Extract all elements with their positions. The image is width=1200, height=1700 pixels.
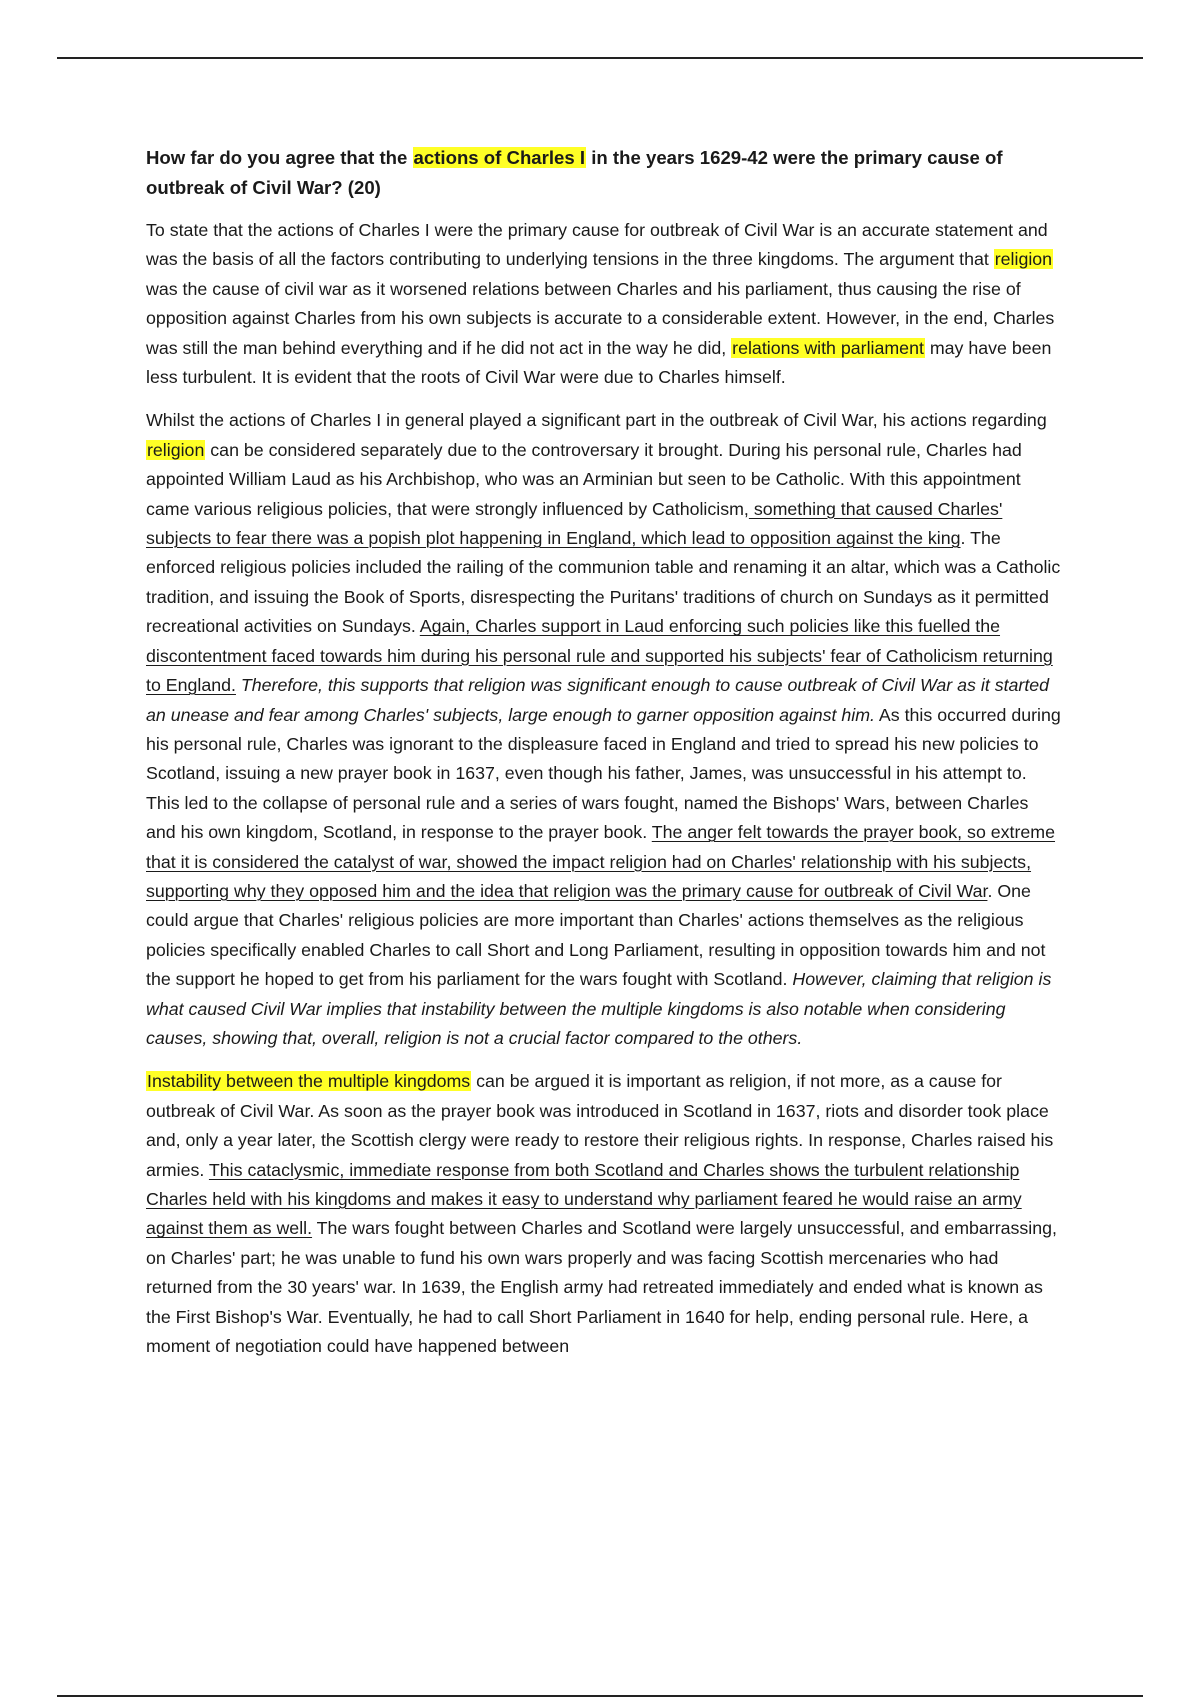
highlighted-phrase: relations with parliament	[732, 337, 924, 358]
text-run: was the cause of civil war as it worsened relations between Charles and his parliament, thus causing the rise of opposition against Charles from his own subjects is accurate to a considerable extent. However, in the end, Charles was still the man behind everything and if he did not act in the way he did,	[146, 278, 1055, 358]
text-run: can be argued it is important as religion, if not more, as a cause for outbreak of Civil War. As soon as the prayer book was introduced in Scotland in 1637, riots and disorder took place and, only a year later, the Scottish clergy were ready to restore their religious rights. In response, Charles raised his armies.	[146, 1071, 1054, 1180]
document-body	[146, 143, 1062, 1375]
text-run: As this occurred during his personal rule, Charles was ignorant to the displeasure faced in England and tried to spread his new policies to Scotland, issuing a new prayer book in 1637, even though his father, James, was unsuccessful in his attempt to. This led to the collapse of personal rule and a series of wars fought, named the Bishops' Wars, between Charles and his own kingdom, Scotland, in response to the prayer book.	[146, 704, 1061, 843]
highlighted-phrase: actions of Charles I	[413, 147, 586, 168]
paragraph-kingdoms	[146, 1067, 1062, 1361]
underlined-phrase: something that caused Charles' subjects to fear there was a popish plot happening in England, which lead to opposition against the king	[146, 498, 1003, 549]
top-rule	[57, 57, 1143, 59]
text-run: To state that the actions of Charles I were the primary cause for outbreak of Civil War is an accurate statement and was the basis of all the factors contributing to underlying tensions in the three kingdoms. The argument that	[146, 220, 1048, 270]
text-run: . One could argue that Charles' religious policies are more important than Charles' actions themselves as the religious policies specifically enabled Charles to call Short and Long Parliament, resulting in opposition towards him and not the support he hoped to get from his parliament for the wars fought with Scotland.	[146, 880, 1046, 990]
highlighted-phrase: religion	[994, 249, 1053, 270]
text-run: How far do you agree that the	[146, 147, 413, 168]
highlighted-phrase: religion	[147, 439, 205, 460]
paragraph-religion	[146, 406, 1062, 1053]
text-run: in the years 1629-42 were the primary cause of outbreak of Civil War? (20)	[146, 147, 1003, 198]
italic-phrase: Therefore, this supports that religion was significant enough to cause outbreak of Civil War as it started an unease and fear among Charles' subjects, large enough to garner opposition against him.	[146, 675, 1050, 725]
italic-phrase: However, claiming that religion is what caused Civil War implies that instability between the multiple kingdoms is also notable when considering causes, showing that, overall, religion is not a crucial factor compared to the others.	[146, 969, 1052, 1048]
text-run: The wars fought between Charles and Scotland were largely unsuccessful, and embarrassing, on Charles' part; he was unable to fund his own wars properly and was facing Scottish mercenaries who had returned from the 30 years' war. In 1639, the English army had retreated immediately and ended what is known as the First Bishop's War. Eventually, he had to call Short Parliament in 1640 for help, ending personal rule. Here, a moment of negotiation could have happened between	[146, 1218, 1057, 1357]
bottom-rule	[57, 1695, 1143, 1697]
text-run: may have been less turbulent. It is evident that the roots of Civil War were due to Charles himself.	[146, 337, 1052, 388]
text-run: can be considered separately due to the controversary it brought. During his personal rule, Charles had appointed William Laud as his Archbishop, who was an Arminian but seen to be Catholic. With this appointment came various religious policies, that were strongly influenced by Catholicism,	[146, 439, 1022, 519]
paragraph-intro	[146, 216, 1062, 392]
underlined-phrase: Again, Charles support in Laud enforcing such policies like this fuelled the discontentment faced towards him during his personal rule and supported his subjects' fear of Catholicism returning to England.	[146, 616, 1053, 696]
text-run: Whilst the actions of Charles I in general played a significant part in the outbreak of Civil War, his actions regarding	[146, 410, 1047, 431]
text-run: . The enforced religious policies included the railing of the communion table and renaming it an altar, which was a Catholic tradition, and issuing the Book of Sports, disrespecting the Puritans' traditions of church on Sundays as it permitted recreational activities on Sundays.	[146, 528, 1061, 637]
underlined-phrase: This cataclysmic, immediate response from both Scotland and Charles shows the turbulent relationship Charles held with his kingdoms and makes it easy to understand why parliament feared he would raise an army against them as well.	[146, 1159, 1022, 1239]
underlined-phrase: The anger felt towards the prayer book, so extreme that it is considered the catalyst of war, showed the impact religion had on Charles' relationship with his subjects, supporting why they opposed him and the idea that religion was the primary cause for outbreak of Civil War	[146, 822, 1056, 901]
essay-question	[146, 143, 1062, 202]
highlighted-phrase: Instability between the multiple kingdoms	[147, 1071, 471, 1092]
